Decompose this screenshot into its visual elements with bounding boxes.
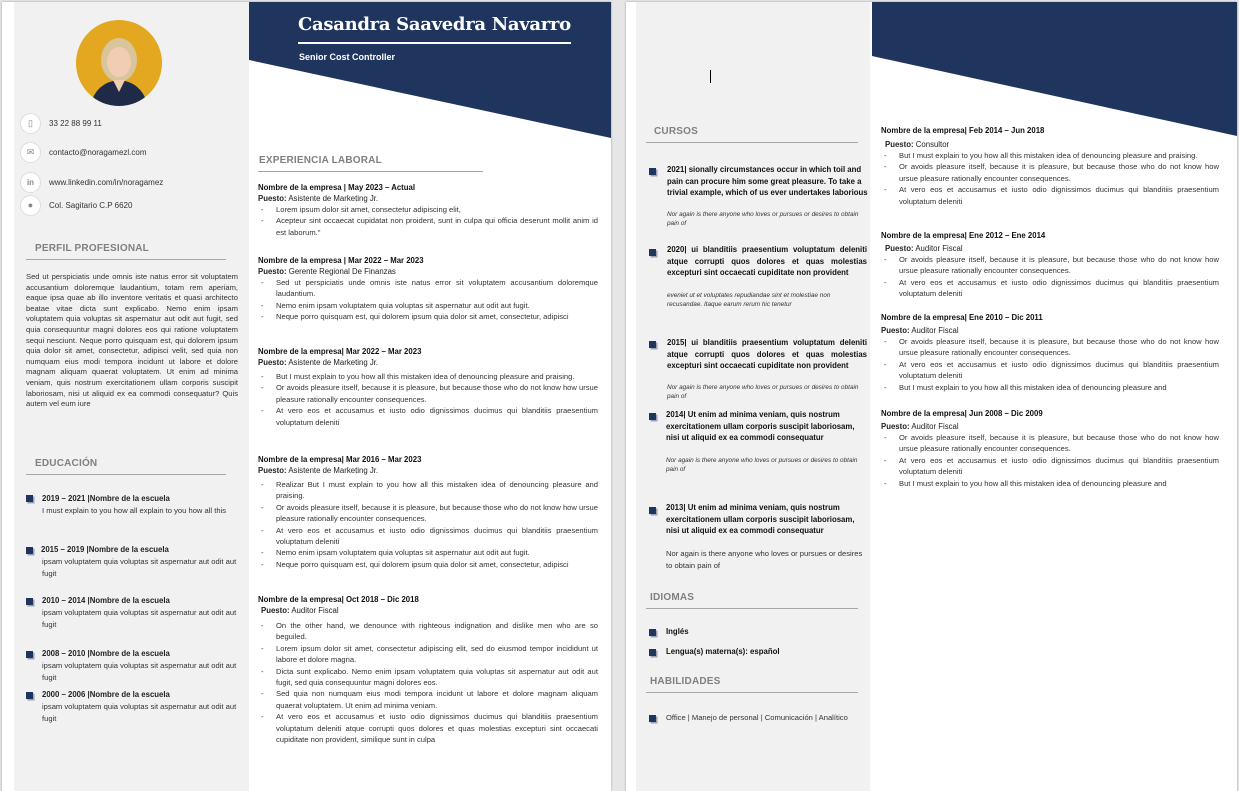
languages-heading: IDIOMAS — [650, 592, 695, 603]
courses-rule — [646, 142, 858, 143]
role-value: Asistente de Marketing Jr. — [288, 358, 379, 367]
list-item: - At vero eos et accusamus et iusto odio dignissimos ducimus qui blanditiis praesentium voluptatum deleniti — [258, 405, 598, 428]
experience-role — [258, 193, 598, 204]
course-title: 2013| Ut enim ad minima veniam, quis nostrum exercitationem ullam corporis suscipit laboriosam, nisi ut aliquid ex ea commodi consequatur — [666, 503, 855, 536]
education-rule — [26, 474, 226, 475]
experience-company: Nombre de la empresa| Ene 2012 – Ene 2014 — [881, 231, 1046, 240]
list-item: - At vero eos et accusamus et iusto odio dignissimos ducimus qui blanditiis praesentium voluptatum deleniti — [258, 525, 598, 548]
list-item: - At vero eos et accusamus et iusto odio dignissimos ducimus qui blanditiis praesentium voluptatum deleniti — [881, 184, 1219, 207]
education-title: 2015 – 2019 |Nombre de la escuela — [41, 545, 169, 554]
bullet-square-icon — [649, 629, 656, 636]
role-value: Asistente de Marketing Jr. — [288, 194, 379, 203]
experience-role — [258, 465, 598, 476]
bullet-square-icon — [649, 413, 656, 420]
education-desc: ipsam voluptatem quia voluptas sit aspernatur aut odit aut fugit — [42, 608, 237, 629]
experience-entry — [258, 346, 598, 428]
course-desc: Nor again is there anyone who loves or pursues or desires to obtain pain of — [667, 384, 859, 400]
list-item: - Lorem ipsum dolor sit amet, consectetur adipiscing elit, — [258, 204, 598, 215]
list-item: - Or avoids pleasure itself, because it is pleasure, but because those who do not know how ursue pleasure rationally encounter consequences. — [258, 382, 598, 405]
experience-bullets — [258, 479, 598, 570]
list-item: - Neque porro quisquam est, qui dolorem ipsum quia dolor sit amet, consectetur, adipisci — [258, 559, 598, 570]
experience-company: Nombre de la empresa| Oct 2018 – Dic 2018 — [258, 595, 419, 604]
skills-rule — [646, 692, 858, 693]
experience-entry — [881, 125, 1219, 207]
experience-company: Nombre de la empresa| Jun 2008 – Dic 2009 — [881, 409, 1043, 418]
experience-company: Nombre de la empresa| Mar 2022 – Mar 2023 — [258, 347, 422, 356]
list-item: - Lorem ipsum dolor sit amet, consectetur adipiscing elit, sed do eiusmod tempor incididunt ut labore et dolore magna. — [258, 643, 598, 666]
role-label: Puesto: — [261, 606, 290, 615]
resume-page-2 — [626, 2, 1237, 791]
experience-entry — [258, 182, 598, 238]
list-item: - Acepteur sint occaecat cupidatat non proident, sunt in culpa qui officia deserunt mollit anim id est laborum." — [258, 215, 598, 238]
role-label: Puesto: — [881, 326, 910, 335]
list-item: - But I must explain to you how all this mistaken idea of denouncing pleasure and praising. — [258, 371, 598, 382]
list-item: - At vero eos et accusamus et iusto odio dignissimos ducimus qui blanditiis praesentium voluptatum deleniti — [881, 359, 1219, 382]
role-label: Puesto: — [885, 244, 914, 253]
experience-role — [881, 325, 1219, 336]
bullet-square-icon — [26, 692, 33, 699]
list-item: - At vero eos et accusamus et iusto odio dignissimos ducimus qui blanditiis praesentium voluptatum deleniti atque corrupti quos dolores et quas molestias excepturi sint occaecati cupiditate non provident, similique sunt in culpa — [258, 711, 598, 745]
list-item: - But I must explain to you how all this mistaken idea of denouncing pleasure and praising. — [881, 150, 1219, 161]
linkedin-icon: in — [20, 172, 41, 193]
education-desc: ipsam voluptatem quia voluptas sit aspernatur aut odit aut fugit — [42, 702, 237, 723]
phone-text: 33 22 88 99 11 — [49, 119, 102, 128]
list-item: - Realizar But I must explain to you how all this mistaken idea of denouncing pleasure and praising. — [258, 479, 598, 502]
bullet-square-icon — [26, 547, 33, 554]
list-item: - Neque porro quisquam est, qui dolorem ipsum quia dolor sit amet, consectetur, adipisci — [258, 311, 598, 322]
education-desc: I must explain to you how all explain to you how all this — [42, 506, 227, 515]
role-label: Puesto: — [258, 194, 287, 203]
role-value: Consultor — [915, 140, 950, 149]
list-item: - Nemo enim ipsam voluptatem quia voluptas sit aspernatur aut odit aut fugit. — [258, 300, 598, 311]
experience-company: Nombre de la empresa | May 2023 – Actual — [258, 183, 416, 192]
profile-text: Sed ut perspiciatis unde omnis iste natus error sit voluptatem accusantium doloremque laudantium, totam rem aperiam, eaque ipsa quae ab illo inventore veritatis et quasi architecto beatae vitae dicta sunt explicabo. Nemo enim ipsam voluptatem quia voluptas sit aspernatur aut odit aut fugit, sed quia consequuntur magni dolores eos qui ratione voluptatem sequi nesciunt. Neque porro quisquam est, qui dolorem ipsum quia dolor sit amet, consectetur, adipisci velit, sed quia non numquam eius modi tempora incidunt ut labore et dolore magnam aliquam quaerat voluptatem. Ut enim ad minima veniam, quis nostrum exercitationem ullam corporis suscipit laboriosam, nisi ut aliquid ex ea commodi consequatur? Quis autem vel eum iure — [26, 272, 238, 409]
languages-rule — [646, 608, 858, 609]
bullet-square-icon — [649, 341, 656, 348]
list-item: - But I must explain to you how all this mistaken idea of denouncing pleasure and — [881, 382, 1219, 393]
course-title: 2021| sionally circumstances occur in which toil and pain can procure him some great pleasure. To take a trivial example, which of us ever undertakes laborious — [667, 165, 868, 198]
list-item: - Or avoids pleasure itself, because it is pleasure, but because those who do not know how ursue pleasure rationally encounter consequences. — [258, 502, 598, 525]
experience-rule — [258, 171, 483, 172]
education-desc: ipsam voluptatem quia voluptas sit aspernatur aut odit aut fugit — [42, 557, 237, 578]
experience-entry — [258, 594, 598, 745]
location-icon: ● — [20, 195, 41, 216]
course-title: 2015| ui blanditiis praesentium voluptatum deleniti atque corrupti quos dolores et quas molestias excepturi sint occaecati cupiditate non provident — [667, 338, 867, 371]
language-item: Inglés — [666, 627, 689, 636]
education-desc: ipsam voluptatem quia voluptas sit aspernatur aut odit aut fugit — [42, 661, 237, 682]
profile-photo — [76, 20, 162, 106]
skills-heading: HABILIDADES — [650, 676, 721, 687]
experience-heading: EXPERIENCIA LABORAL — [259, 155, 382, 166]
course-title: 2020| ui blanditiis praesentium voluptatum deleniti atque corrupti quos dolores et quas molestias excepturi sint occaecati cupiditate non provident — [667, 245, 867, 278]
text-cursor — [710, 70, 711, 83]
linkedin-text: www.linkedin.com/in/noragamez — [49, 178, 164, 187]
experience-entry — [881, 230, 1219, 300]
bullet-square-icon — [26, 598, 33, 605]
experience-role — [258, 605, 598, 616]
email-text: contacto@noragamezl.com — [49, 148, 147, 157]
education-heading: EDUCACIÓN — [35, 458, 98, 469]
address-text: Col. Sagitario C.P 6620 — [49, 201, 133, 210]
course-desc: Nor again is there anyone who loves or pursues or desires to obtain pain of — [666, 457, 858, 473]
course-desc: Nor again is there anyone who loves or pursues or desires to obtain pain of — [666, 549, 863, 570]
candidate-name: Casandra Saavedra Navarro — [298, 14, 571, 35]
role-value: Gerente Regional De Finanzas — [288, 267, 396, 276]
experience-entry — [258, 454, 598, 570]
role-label: Puesto: — [258, 267, 287, 276]
email-icon: ✉ — [20, 142, 41, 163]
role-label: Puesto: — [885, 140, 914, 149]
list-item: - Or avoids pleasure itself, because it is pleasure, but because those who do not know how ursue pleasure rationally encounter consequences. — [881, 254, 1219, 277]
experience-bullets — [258, 277, 598, 323]
role-value: Asistente de Marketing Jr. — [288, 466, 379, 475]
experience-entry — [881, 312, 1219, 393]
list-item: - Or avoids pleasure itself, because it is pleasure, but because those who do not know how ursue pleasure rationally encounter consequences. — [881, 336, 1219, 359]
phone-icon: ▯ — [20, 113, 41, 134]
language-item: Lengua(s) materna(s): español — [666, 647, 780, 656]
list-item: - Sed ut perspiciatis unde omnis iste natus error sit voluptatem accusantium doloremque laudantium. — [258, 277, 598, 300]
role-label: Puesto: — [258, 466, 287, 475]
list-item: - Dicta sunt explicabo. Nemo enim ipsam voluptatem quia voluptas sit aspernatur aut odit aut fugit, sed quia consequuntur magni dolores eos. — [258, 666, 598, 689]
bullet-square-icon — [649, 249, 656, 256]
skills-text: Office | Manejo de personal | Comunicación | Analítico — [666, 713, 848, 722]
bullet-square-icon — [649, 168, 656, 175]
experience-company: Nombre de la empresa | Mar 2022 – Mar 2023 — [258, 256, 424, 265]
role-value: Auditor Fiscal — [915, 244, 963, 253]
bullet-square-icon — [649, 507, 656, 514]
experience-role — [881, 243, 1219, 254]
list-item: - Or avoids pleasure itself, because it is pleasure, but because those who do not know how ursue pleasure rationally encounter consequences. — [881, 161, 1219, 184]
experience-company: Nombre de la empresa| Feb 2014 – Jun 2018 — [881, 126, 1045, 135]
experience-role — [258, 266, 598, 277]
role-label: Puesto: — [258, 358, 287, 367]
header-banner — [872, 2, 1237, 142]
list-item: - At vero eos et accusamus et iusto odio dignissimos ducimus qui blanditiis praesentium voluptatum deleniti — [881, 277, 1219, 300]
list-item: - But I must explain to you how all this mistaken idea of denouncing pleasure and — [881, 478, 1219, 489]
education-title: 2010 – 2014 |Nombre de la escuela — [42, 596, 170, 605]
experience-bullets — [881, 336, 1219, 393]
course-title: 2014| Ut enim ad minima veniam, quis nostrum exercitationem ullam corporis suscipit laboriosam, nisi ut aliquid ex ea commodi consequatur — [666, 410, 855, 443]
experience-company: Nombre de la empresa| Ene 2010 – Dic 2011 — [881, 313, 1043, 322]
experience-role — [881, 139, 1219, 150]
resume-page-1 — [2, 2, 611, 791]
name-underline — [298, 42, 571, 44]
experience-bullets — [881, 254, 1219, 300]
role-label: Puesto: — [881, 422, 910, 431]
bullet-square-icon — [649, 649, 656, 656]
education-title: 2000 – 2006 |Nombre de la escuela — [42, 690, 170, 699]
experience-company: Nombre de la empresa| Mar 2016 – Mar 2023 — [258, 455, 422, 464]
list-item: - Sed quia non numquam eius modi tempora incidunt ut labore et dolore magnam aliquam quaerat voluptatem. Ut enim ad minima veniam. — [258, 688, 598, 711]
job-title: Senior Cost Controller — [299, 52, 396, 62]
list-item: - Or avoids pleasure itself, because it is pleasure, but because those who do not know how ursue pleasure rationally encounter consequences. — [881, 432, 1219, 455]
role-value: Auditor Fiscal — [291, 606, 339, 615]
bullet-square-icon — [649, 715, 656, 722]
experience-bullets — [258, 620, 598, 745]
experience-bullets — [881, 432, 1219, 489]
experience-role — [258, 357, 598, 368]
bullet-square-icon — [26, 651, 33, 658]
experience-role — [881, 421, 1219, 432]
profile-heading: PERFIL PROFESIONAL — [35, 243, 149, 254]
experience-entry — [881, 408, 1219, 489]
course-desc: eveniet ut et voluptates repudiandae sint et molestiae non recusandae. Itaque earum rerum hic tenetur — [667, 292, 831, 308]
role-value: Auditor Fiscal — [911, 326, 959, 335]
list-item: - At vero eos et accusamus et iusto odio dignissimos ducimus qui blanditiis praesentium voluptatum deleniti — [881, 455, 1219, 478]
experience-bullets — [881, 150, 1219, 207]
list-item: - Nemo enim ipsam voluptatem quia voluptas sit aspernatur aut odit aut fugit. — [258, 547, 598, 558]
education-title: 2008 – 2010 |Nombre de la escuela — [42, 649, 170, 658]
list-item: - On the other hand, we denounce with righteous indignation and dislike men who are so beguiled. — [258, 620, 598, 643]
course-desc: Nor again is there anyone who loves or pursues or desires to obtain pain of — [667, 211, 859, 227]
profile-rule — [26, 259, 226, 260]
bullet-square-icon — [26, 495, 33, 502]
experience-bullets — [258, 371, 598, 428]
education-title: 2019 – 2021 |Nombre de la escuela — [42, 494, 170, 503]
experience-entry — [258, 255, 598, 323]
role-value: Auditor Fiscal — [911, 422, 959, 431]
experience-bullets — [258, 204, 598, 238]
courses-heading: CURSOS — [654, 126, 698, 137]
